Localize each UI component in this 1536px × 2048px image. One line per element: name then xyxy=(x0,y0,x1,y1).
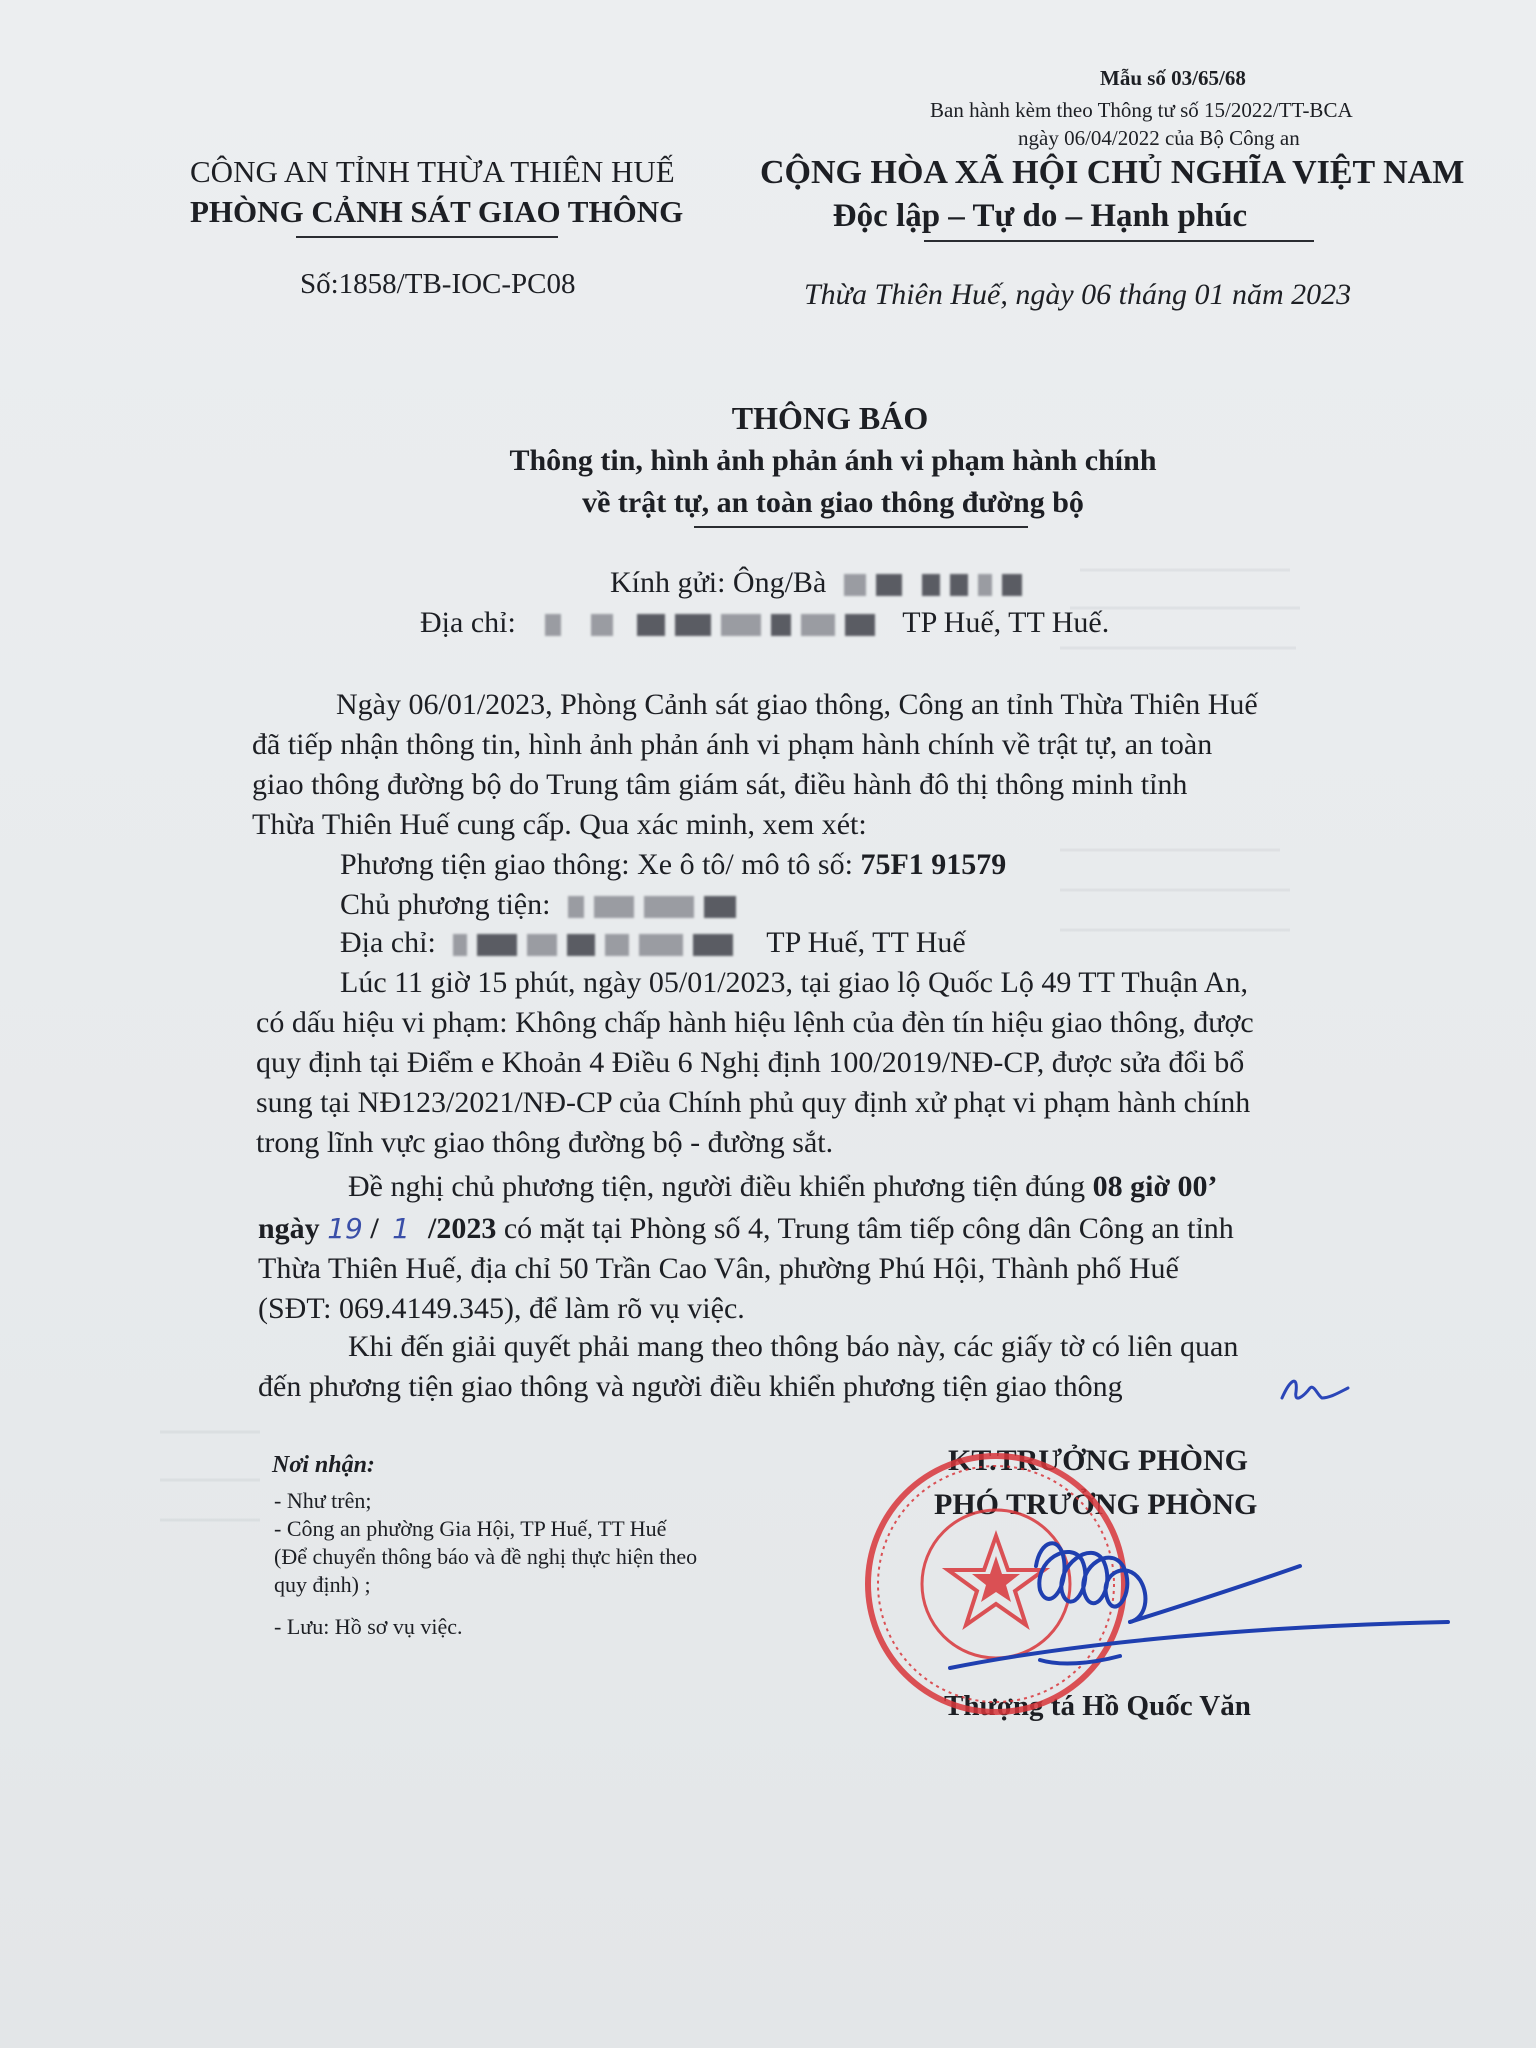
paragraph-1-line-4: Thừa Thiên Huế cung cấp. Qua xác minh, xem xét: xyxy=(252,808,867,841)
republic-title: CỘNG HÒA XÃ HỘI CHỦ NGHĨA VIỆT NAM xyxy=(760,154,1465,191)
appointment-year: /2023 xyxy=(428,1212,497,1245)
paragraph-2-line-4: sung tại NĐ123/2021/NĐ-CP của Chính phủ quy định xử phạt vi phạm hành chính xyxy=(256,1086,1251,1119)
recipient-item: (Để chuyển thông báo và đề nghị thực hiện theo xyxy=(274,1544,698,1569)
paragraph-4-line-1: Khi đến giải quyết phải mang theo thông báo này, các giấy tờ có liên quan xyxy=(348,1330,1239,1363)
initial-mark xyxy=(1282,1381,1348,1398)
paragraph-4-line-2: đến phương tiện giao thông và người điều khiển phương tiện giao thông xyxy=(258,1370,1123,1403)
address-suffix: TP Huế, TT Huế. xyxy=(902,606,1110,639)
notice-subtitle-1: Thông tin, hình ảnh phản ánh vi phạm hành chính xyxy=(509,444,1157,477)
place-date: Thừa Thiên Huế, ngày 06 tháng 01 năm 2023 xyxy=(804,278,1352,311)
paragraph-3-location: có mặt tại Phòng số 4, Trung tâm tiếp công dân Công an tỉnh xyxy=(503,1212,1234,1245)
form-number: Mẫu số 03/65/68 xyxy=(1100,66,1246,90)
paragraph-1-line-1: Ngày 06/01/2023, Phòng Cảnh sát giao thông, Công an tỉnh Thừa Thiên Huế xyxy=(336,688,1258,721)
paragraph-1-line-2: đã tiếp nhận thông tin, hình ảnh phản ánh vi phạm hành chính về trật tự, an toàn xyxy=(252,728,1213,761)
recipient-item: - Công an phường Gia Hội, TP Huế, TT Huế xyxy=(274,1516,667,1541)
motto: Độc lập – Tự do – Hạnh phúc xyxy=(832,198,1248,234)
handwritten-day: 19 xyxy=(327,1212,363,1245)
handwritten-month: 1 xyxy=(392,1212,410,1245)
paragraph-2-line-5: trong lĩnh vực giao thông đường bộ - đường sắt. xyxy=(256,1126,834,1159)
signature-position-2: PHÓ TRƯỞNG PHÒNG xyxy=(934,1488,1258,1521)
paragraph-2-line-1: Lúc 11 giờ 15 phút, ngày 05/01/2023, tại giao lộ Quốc Lộ 49 TT Thuận An, xyxy=(340,966,1248,999)
recipient-item: - Như trên; xyxy=(274,1488,372,1513)
document-number: Số:1858/TB-IOC-PC08 xyxy=(300,268,576,300)
agency-name: PHÒNG CẢNH SÁT GIAO THÔNG xyxy=(190,194,684,229)
paragraph-2-line-2: có dấu hiệu vi phạm: Không chấp hành hiệu lệnh của đèn tín hiệu giao thông, được xyxy=(256,1006,1254,1039)
greeting-label: Kính gửi: Ông/Bà xyxy=(610,566,827,599)
recipients-title: Nơi nhận: xyxy=(272,1452,375,1478)
owner-label: Chủ phương tiện: xyxy=(340,888,551,921)
recipient-item: - Lưu: Hồ sơ vụ việc. xyxy=(274,1614,463,1639)
paragraph-3-line-3: Thừa Thiên Huế, địa chỉ 50 Trần Cao Vân, phường Phú Hội, Thành phố Huế xyxy=(258,1252,1179,1285)
notice-title: THÔNG BÁO xyxy=(731,400,929,436)
paragraph-3-request: Đề nghị chủ phương tiện, người điều khiển phương tiện đúng xyxy=(348,1170,1086,1203)
form-issued-line-2: ngày 06/04/2022 của Bộ Công an xyxy=(1018,126,1300,150)
recipient-item: quy định) ; xyxy=(274,1572,371,1597)
owner-address-suffix: TP Huế, TT Huế xyxy=(766,926,966,959)
agency-parent: CÔNG AN TỈNH THỪA THIÊN HUẾ xyxy=(190,154,675,189)
paragraph-2-line-3: quy định tại Điểm e Khoản 4 Điều 6 Nghị định 100/2019/NĐ-CP, được sửa đổi bổ xyxy=(256,1046,1245,1079)
paragraph-1-line-3: giao thông đường bộ do Trung tâm giám sát, điều hành đô thị thông minh tỉnh xyxy=(252,768,1188,801)
signature-position-1: KT.TRƯỞNG PHÒNG xyxy=(948,1444,1248,1477)
signature-mark xyxy=(950,1543,1448,1668)
bleed-through-lines xyxy=(160,570,1300,1520)
paragraph-3-line-4: (SĐT: 069.4149.345), để làm rõ vụ việc. xyxy=(258,1292,745,1325)
signer-name: Thượng tá Hồ Quốc Văn xyxy=(944,1690,1251,1722)
owner-address-label: Địa chỉ: xyxy=(340,926,436,959)
vehicle-label: Phương tiện giao thông: Xe ô tô/ mô tô số: xyxy=(340,848,853,881)
notice-subtitle-2: về trật tự, an toàn giao thông đường bộ xyxy=(582,486,1084,519)
date-slash: / xyxy=(370,1212,379,1245)
vehicle-plate: 75F1 91579 xyxy=(860,848,1007,881)
address-label: Địa chỉ: xyxy=(420,606,516,639)
appointment-time: 08 giờ 00’ xyxy=(1092,1170,1218,1203)
form-issued-line-1: Ban hành kèm theo Thông tư số 15/2022/TT-BCA xyxy=(930,98,1353,122)
appointment-day-label: ngày xyxy=(258,1212,320,1245)
